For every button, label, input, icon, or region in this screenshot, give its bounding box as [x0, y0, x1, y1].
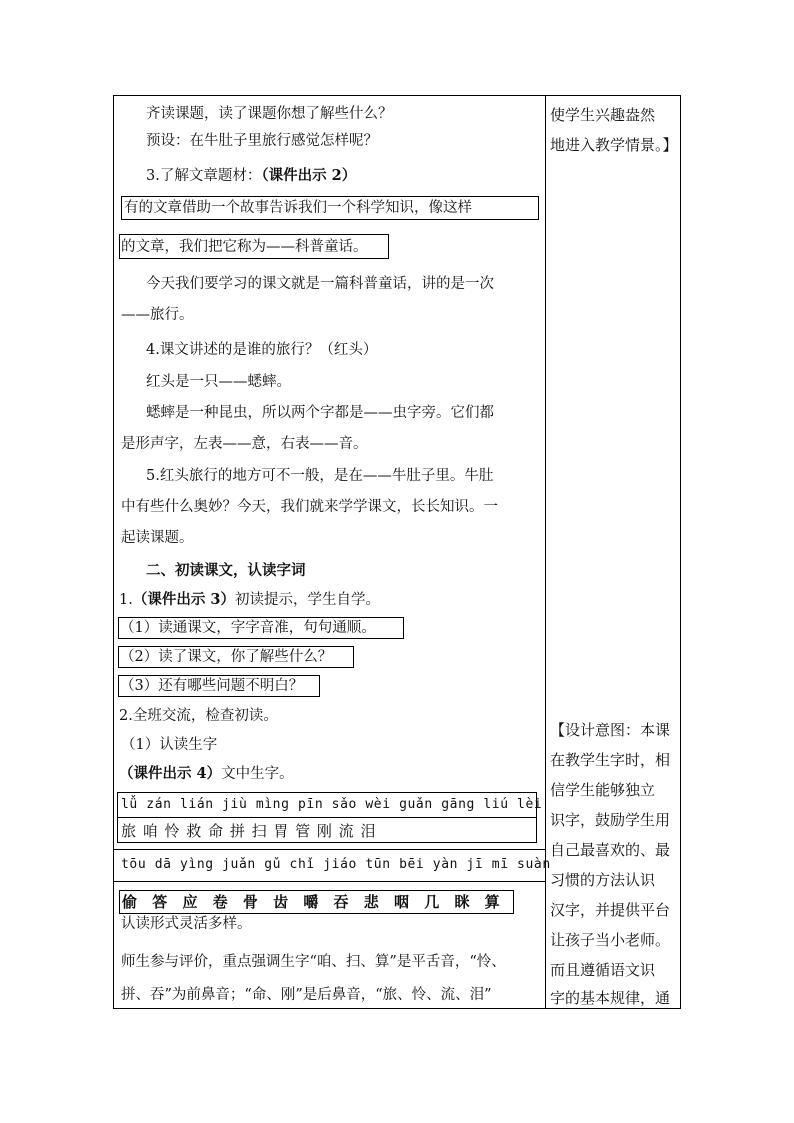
s2-ppt4-bold: （课件出示 4）	[119, 765, 222, 782]
read-title-line: 齐读课题，读了课题你想了解些什么？	[146, 106, 393, 122]
s2-step1-text: 初读提示，学生自学。	[234, 592, 380, 608]
chars-row-1: 旅 咱 怜 救 命 拼 扫 胃 管 刚 流 泪	[121, 822, 377, 840]
note-top-2: 地进入教学情景。】	[550, 136, 678, 154]
s2-ppt4-text: 文中生字。	[221, 766, 294, 782]
preset-line: 预设：在牛肚子里旅行感觉怎样呢？	[146, 133, 378, 149]
today-para-2: ——旅行。	[121, 307, 194, 323]
pinyin-row-1: lǚ zán lián jiù mìng pīn sǎo wèi guǎn gāng liú lèi	[121, 797, 543, 812]
s2-step2: 2.全班交流，检查初读。	[119, 708, 278, 724]
question4: 4.课文讲述的是谁的旅行？（红头）	[146, 342, 378, 358]
step3-ppt: （课件出示 2）	[261, 167, 357, 184]
step3-line	[146, 166, 356, 186]
evaluation-line-1: 师生参与评价，重点强调生字“咱、扫、算”是平舌音，“怜、	[121, 954, 506, 970]
chars-row-2: 偷 答 应 卷 骨 齿 嚼 吞 悲 咽 几 眯 算	[122, 893, 502, 911]
today-para-1: 今天我们要学习的课文就是一篇科普童话，讲的是一次	[146, 276, 494, 292]
tip3: （3）还有哪些问题不明白？	[120, 678, 304, 694]
design-note-1: 【设计意图：本课	[550, 721, 671, 739]
evaluation-line-2: 拼、吞”为前鼻音；“命、刚”是后鼻音，“旅、怜、流、泪”	[121, 987, 492, 1003]
design-note-3: 信学生能够独立	[550, 781, 656, 799]
q5-para-3: 起读课题。	[121, 530, 194, 546]
design-note-6: 习惯的方法认识	[550, 871, 656, 889]
q5-para-2: 中有些什么奥妙？今天，我们就来学学课文，长长知识。一	[121, 499, 498, 515]
design-note-2: 在教学生字时，相	[550, 751, 671, 769]
s2-step1	[119, 590, 380, 610]
chars-table-1-divider	[117, 817, 537, 818]
design-note-5: 自己最喜欢的、最	[550, 841, 671, 859]
s2-step1-ppt: （课件出示 3）	[132, 591, 235, 608]
read-forms: 认读形式灵活多样。	[121, 916, 252, 932]
note-top-1: 使学生兴趣盎然	[550, 106, 656, 124]
design-note-8: 让孩子当小老师。	[550, 931, 671, 949]
design-note-4: 识字，鼓励学生用	[550, 811, 671, 829]
tip2: （2）读了课文，你了解些什么？	[120, 649, 333, 665]
s2-step2-1: （1）认读生字	[121, 737, 218, 753]
cricket-para-1: 蟋蟀是一种昆虫，所以两个字都是——虫字旁。它们都	[146, 405, 494, 421]
tip1: （1）读通课文，字字音准，句句通顺。	[120, 620, 376, 636]
s2-step1-num: 1.	[119, 592, 133, 608]
design-note-7: 汉字，并提供平台	[550, 901, 671, 919]
cricket-para-2: 是形声字，左表——意，右表——音。	[121, 436, 368, 452]
chars-table-2-mid	[113, 881, 545, 882]
q5-para-1: 5.红头旅行的地方可不一般，是在——牛肚子里。牛肚	[146, 468, 494, 484]
chars-table-2-top	[113, 849, 545, 850]
section2-heading: 二、初读课文，认读字词	[146, 562, 306, 579]
science-box-line2: 的文章，我们把它称为——科普童话。	[121, 239, 368, 255]
question4-answer: 红头是一只——蟋蟀。	[146, 374, 291, 390]
science-box-line1: 有的文章借助一个故事告诉我们一个科学知识，像这样	[124, 200, 472, 216]
design-note-9: 而且遵循语文识	[550, 961, 656, 979]
s2-ppt4	[119, 764, 294, 784]
pinyin-row-2: tōu dā yìng juǎn gǔ chǐ jiáo tūn bēi yàn jī mī suàn	[121, 857, 551, 872]
step3-text: 3.了解文章题材：	[146, 168, 262, 184]
design-note-10: 字的基本规律，通	[550, 989, 671, 1007]
